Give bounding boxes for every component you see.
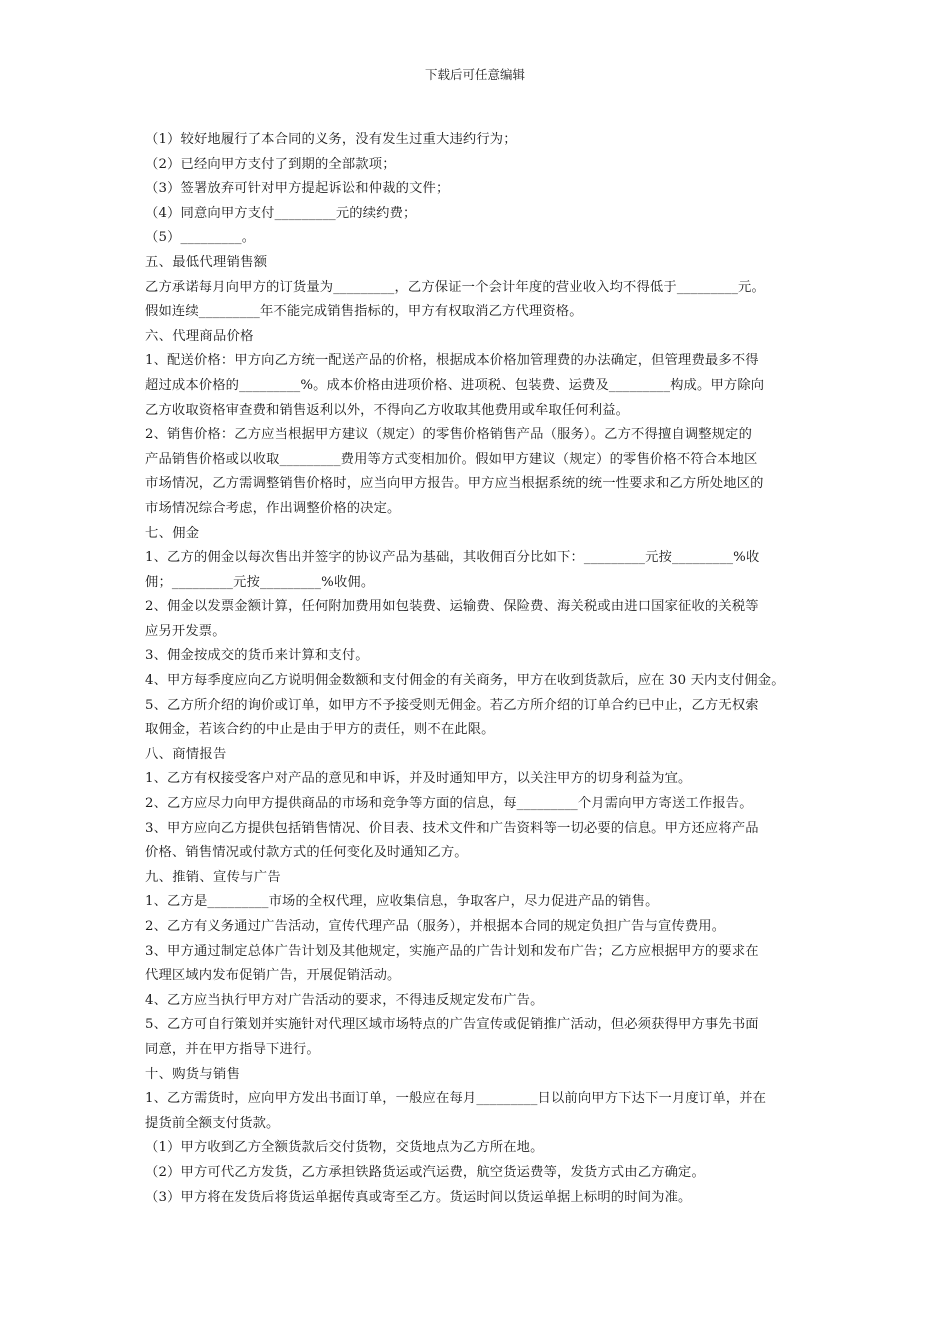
paragraph-line: 1、乙方有权接受客户对产品的意见和申诉，并及时通知甲方，以关注甲方的切身利益为宜。: [145, 771, 692, 787]
section-heading: 十、购货与销售: [145, 1066, 241, 1082]
paragraph-line: 产品销售价格或以收取_________费用等方式变相加价。假如甲方建议（规定）的零售价格不符合本地区: [145, 451, 758, 467]
paragraph-line: 1、配送价格：甲方向乙方统一配送产品的价格，根据成本价格加管理费的办法确定，但管理费最多不得: [145, 353, 759, 369]
paragraph-line: 同意，并在甲方指导下进行。: [145, 1041, 320, 1057]
clause-line: （3）甲方将在发货后将货运单据传真或寄至乙方。货运时间以货运单据上标明的时间为准。: [145, 1189, 692, 1205]
paragraph-line: 3、甲方应向乙方提供包括销售情况、价目表、技术文件和广告资料等一切必要的信息。甲方还应将产品: [145, 820, 759, 836]
paragraph-line: 市场情况综合考虑，作出调整价格的决定。: [145, 500, 401, 516]
paragraph-line: 超过成本价格的_________%。成本价格由进项价格、进项税、包装费、运费及_________构成。甲方除向: [145, 377, 765, 393]
clause-line: （3）签署放弃可针对甲方提起诉讼和仲裁的文件；: [145, 181, 450, 197]
paragraph-line: 取佣金，若该合约的中止是由于甲方的责任，则不在此限。: [145, 722, 495, 738]
section-heading: 七、佣金: [145, 525, 200, 541]
paragraph-line: 3、甲方通过制定总体广告计划及其他规定，实施产品的广告计划和发布广告；乙方应根据甲方的要求在: [145, 943, 759, 959]
paragraph-line: 佣；_________元按_________%收佣。: [145, 574, 375, 590]
clause-line: （2）已经向甲方支付了到期的全部款项；: [145, 156, 396, 172]
paragraph-line: 代理区域内发布促销广告，开展促销活动。: [145, 968, 401, 984]
paragraph-line: 4、乙方应当执行甲方对广告活动的要求，不得违反规定发布广告。: [145, 992, 544, 1008]
clause-line: （4）同意向甲方支付_________元的续约费；: [145, 205, 417, 221]
paragraph-line: 提货前全额支付货款。: [145, 1115, 280, 1131]
clause-line: （5）_________。: [145, 230, 256, 246]
document-body: [145, 128, 810, 1210]
paragraph-line: 1、乙方需货时，应向甲方发出书面订单，一般应在每月_________日以前向甲方下达下一月度订单，并在: [145, 1091, 767, 1107]
paragraph-line: 2、乙方应尽力向甲方提供商品的市场和竞争等方面的信息，每_________个月需向甲方寄送工作报告。: [145, 796, 753, 812]
clause-line: （1）较好地履行了本合同的义务，没有发生过重大违约行为；: [145, 132, 517, 147]
section-heading: 五、最低代理销售额: [145, 254, 268, 270]
paragraph-line: 5、乙方所介绍的询价或订单，如甲方不予接受则无佣金。若乙方所介绍的订单合约已中止，乙方无权索: [145, 697, 759, 713]
paragraph-line: 2、销售价格：乙方应当根据甲方建议（规定）的零售价格销售产品（服务）。乙方不得擅自调整规定的: [145, 427, 753, 443]
clause-line: （2）甲方可代乙方发货，乙方承担铁路货运或汽运费，航空货运费等，发货方式由乙方确定。: [145, 1164, 705, 1180]
clause-line: （1）甲方收到乙方全额货款后交付货物，交货地点为乙方所在地。: [145, 1140, 544, 1156]
paragraph-line: 1、乙方是_________市场的全权代理，应收集信息，争取客户，尽力促进产品的销售。: [145, 894, 659, 910]
paragraph-line: 价格、销售情况或付款方式的任何变化及时通知乙方。: [145, 845, 468, 861]
section-heading: 八、商情报告: [145, 746, 227, 762]
paragraph-line: 1、乙方的佣金以每次售出并签字的协议产品为基础，其收佣百分比如下：_________元按_________%收: [145, 550, 760, 566]
page-header: 下载后可任意编辑: [424, 67, 525, 82]
paragraph-line: 2、佣金以发票金额计算，任何附加费用如包装费、运输费、保险费、海关税或由进口国家征收的关税等: [145, 599, 759, 615]
paragraph-line: 假如连续_________年不能完成销售指标的，甲方有权取消乙方代理资格。: [145, 304, 583, 320]
paragraph-line: 市场情况，乙方需调整销售价格时，应当向甲方报告。甲方应当根据系统的统一性要求和乙方所处地区的: [145, 476, 764, 492]
paragraph-line: 3、佣金按成交的货币来计算和支付。: [145, 648, 369, 664]
paragraph-line: 乙方收取资格审查费和销售返利以外，不得向乙方收取其他费用或牟取任何利益。: [145, 402, 630, 418]
paragraph-line: 乙方承诺每月向甲方的订货量为_________，乙方保证一个会计年度的营业收入均不得低于_________元。: [145, 279, 765, 295]
section-heading: 六、代理商品价格: [145, 328, 254, 344]
section-heading: 九、推销、宣传与广告: [145, 869, 281, 885]
paragraph-line: 应另开发票。: [145, 623, 226, 639]
paragraph-line: 2、乙方有义务通过广告活动，宣传代理产品（服务），并根据本合同的规定负担广告与宣传费用。: [145, 919, 726, 934]
paragraph-line: 5、乙方可自行策划并实施针对代理区域市场特点的广告宣传或促销推广活动，但必须获得甲方事先书面: [145, 1017, 759, 1033]
paragraph-line: 4、甲方每季度应向乙方说明佣金数额和支付佣金的有关商务，甲方在收到货款后，应在 30 天内支付佣金。: [145, 673, 785, 689]
